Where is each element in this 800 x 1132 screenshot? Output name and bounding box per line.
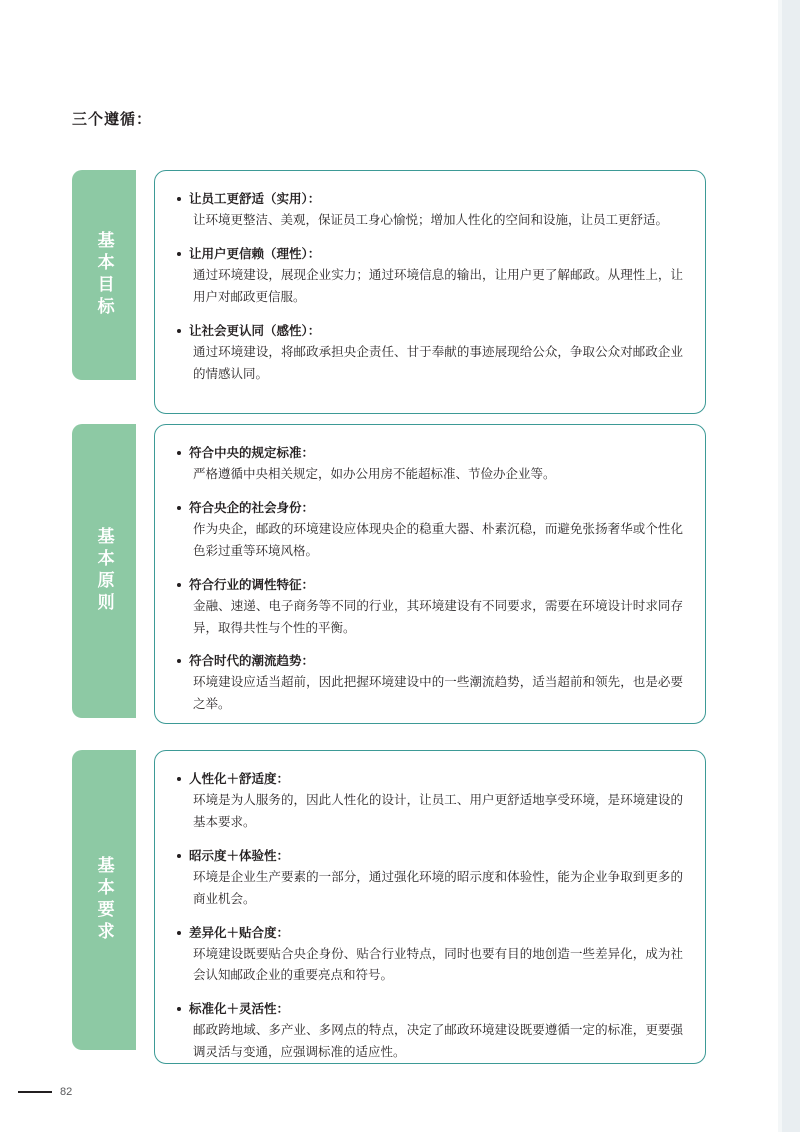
page-number-rule: [18, 1091, 52, 1093]
block-tab-basic-principles: [72, 424, 136, 718]
content-block-basic-goals: [72, 170, 706, 414]
list-item-head: 差异化＋贴合度：: [175, 923, 683, 943]
list-item-head: 符合时代的潮流趋势：: [175, 651, 683, 671]
list-item-body: 通过环境建设，展现企业实力；通过环境信息的输出，让用户更了解邮政。从理性上，让用户对邮政更信服。: [193, 267, 683, 304]
block-tab-label: 基本目标: [94, 231, 114, 319]
block-panel-basic-goals: [154, 170, 706, 414]
block-panel-basic-principles: [154, 424, 706, 724]
list-item: [175, 189, 683, 232]
list-item: [175, 923, 683, 988]
list-item: [175, 443, 683, 486]
content-block-basic-requirements: [72, 750, 706, 1064]
list-item-head: 标准化＋灵活性：: [175, 999, 683, 1019]
list-item: [175, 846, 683, 911]
block-tab-basic-goals: [72, 170, 136, 380]
list-item-head: 人性化＋舒适度：: [175, 769, 683, 789]
list-item-body: 环境是为人服务的，因此人性化的设计，让员工、用户更舒适地享受环境，是环境建设的基本要求。: [193, 793, 683, 829]
list-item-head: 符合中央的规定标准：: [175, 443, 683, 463]
list-item-head: 让用户更信赖（理性）：: [175, 244, 683, 264]
block-tab-label: 基本原则: [94, 527, 114, 615]
list-item: [175, 498, 683, 563]
list-item-head: 让社会更认同（感性）：: [175, 321, 683, 341]
list-item: [175, 321, 683, 386]
block-panel-basic-requirements: [154, 750, 706, 1064]
page-edge-band: [782, 0, 800, 1132]
list-item-body: 金融、速递、电子商务等不同的行业，其环境建设有不同要求，需要在环境设计时求同存异，取得共性与个性的平衡。: [193, 598, 683, 635]
block-tab-basic-requirements: [72, 750, 136, 1050]
list-item-body: 环境建设应适当超前，因此把握环境建设中的一些潮流趋势，适当超前和领先，也是必要之举。: [193, 675, 683, 712]
page-title: 三个遵循：: [72, 111, 153, 128]
list-item-body: 严格遵循中央相关规定，如办公用房不能超标准、节俭办企业等。: [193, 467, 556, 481]
content-block-basic-principles: [72, 424, 706, 724]
block-tab-label: 基本要求: [94, 856, 114, 944]
page-footer: [18, 1086, 72, 1098]
list-item-body: 让环境更整洁、美观，保证员工身心愉悦；增加人性化的空间和设施，让员工更舒适。: [193, 213, 669, 227]
list-item-body: 邮政跨地域、多产业、多网点的特点，决定了邮政环境建设既要遵循一定的标准，更要强调灵活与变通，应强调标准的适应性。: [193, 1023, 683, 1060]
list-item: [175, 769, 683, 834]
list-item-head: 让员工更舒适（实用）：: [175, 189, 683, 209]
list-item-head: 符合行业的调性特征：: [175, 575, 683, 595]
list-item: [175, 651, 683, 716]
list-item: [175, 575, 683, 640]
list-item-body: 环境建设既要贴合央企身份、贴合行业特点，同时也要有目的地创造一些差异化，成为社会认知邮政企业的重要亮点和符号。: [193, 946, 683, 983]
list-item-head: 昭示度＋体验性：: [175, 846, 683, 866]
list-item-head: 符合央企的社会身份：: [175, 498, 683, 518]
list-item-body: 环境是企业生产要素的一部分，通过强化环境的昭示度和体验性，能为企业争取到更多的商业机会。: [193, 869, 683, 906]
list-item: [175, 244, 683, 309]
list-item-body: 通过环境建设，将邮政承担央企责任、甘于奉献的事迹展现给公众，争取公众对邮政企业的情感认同。: [193, 344, 683, 381]
list-item: [175, 999, 683, 1064]
page-number: 82: [60, 1086, 73, 1098]
list-item-body: 作为央企，邮政的环境建设应体现央企的稳重大器、朴素沉稳，而避免张扬奢华或个性化色彩过重等环境风格。: [193, 521, 683, 558]
